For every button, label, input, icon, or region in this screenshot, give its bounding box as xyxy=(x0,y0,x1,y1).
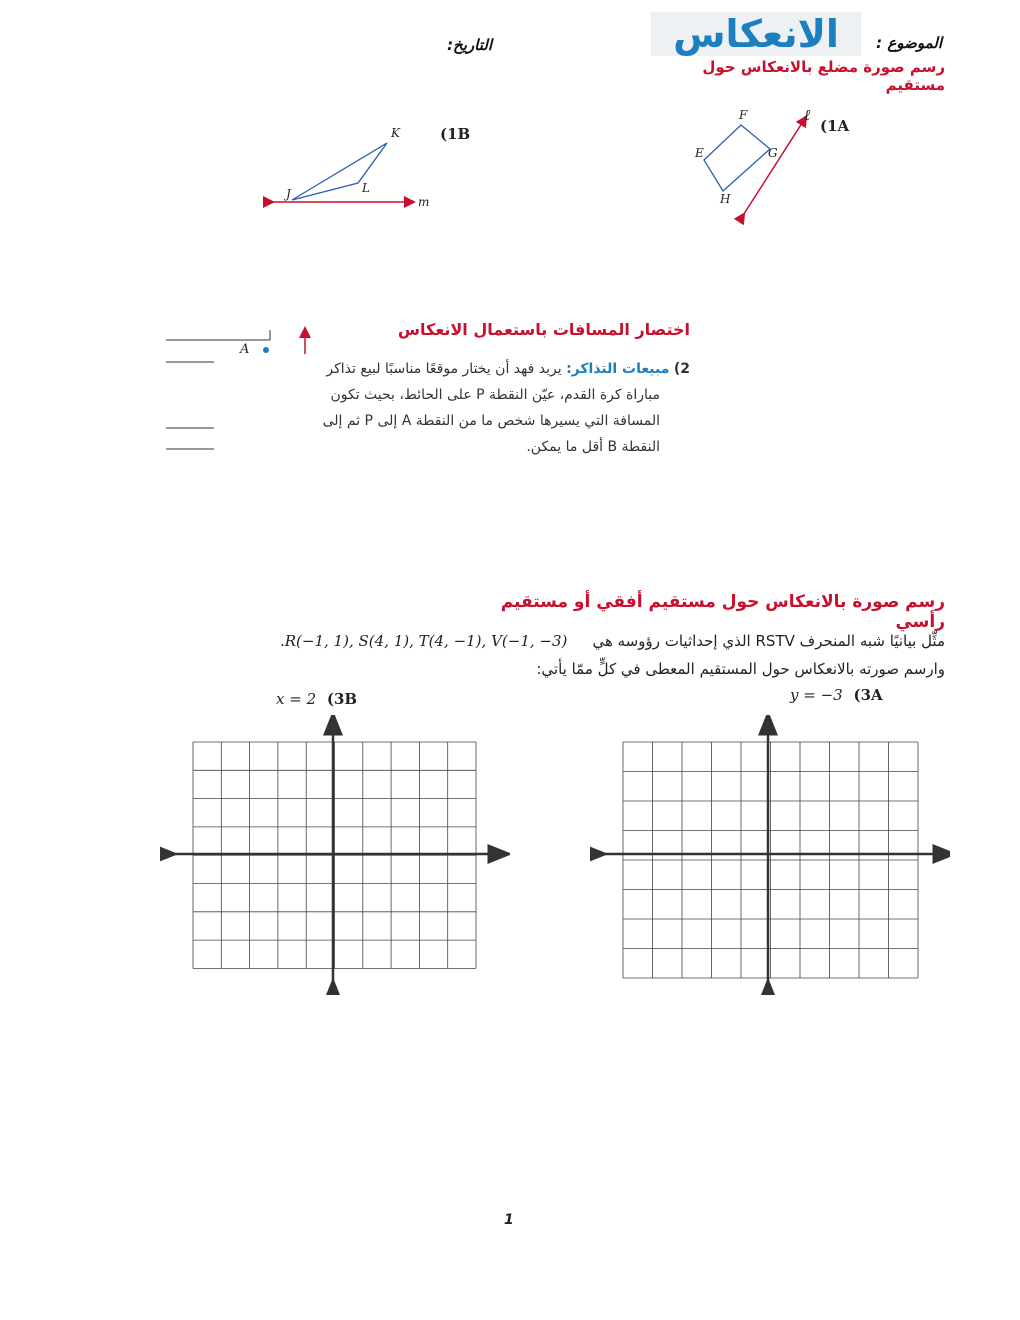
vertex-f: F xyxy=(739,108,748,122)
equation-3b: x = 2 xyxy=(276,690,317,708)
vertex-l: L xyxy=(362,181,370,195)
problem-text-3: المسافة التي يسيرها شخص ما من النقطة A إلى P ثم إلى xyxy=(322,413,660,429)
subtitle: رسم صورة مضلع بالانعكاس حول مستقيم xyxy=(702,58,945,94)
part-3b xyxy=(276,690,357,708)
vertex-j: J xyxy=(286,187,291,201)
date-label: التاريخ: xyxy=(447,36,492,54)
subject-label: الموضوع : xyxy=(876,34,942,52)
vertex-coords: .R(−1, 1), S(4, 1), T(4, −1), V(−1, −3) xyxy=(280,632,568,650)
page-number: 1 xyxy=(504,1212,514,1228)
problem-number: 2) xyxy=(673,361,690,377)
vertex-h: H xyxy=(720,192,731,206)
ex1b-label: (1B xyxy=(440,125,471,143)
ex1a-label: (1A xyxy=(820,117,850,135)
reflect-title: رسم صورة بالانعكاس حول مستقيم أفقي أو مستقيم رأسي xyxy=(500,592,945,632)
triangle-jkl xyxy=(292,143,387,200)
line-m-label: m xyxy=(418,195,430,209)
quadrilateral-efgh xyxy=(704,125,770,191)
shortcut-title: اختصار المسافات باستعمال الانعكاس xyxy=(397,320,690,339)
problem-2-line1 xyxy=(225,356,690,382)
problem-text-4: النقطة B أقل ما يمكن. xyxy=(526,439,660,455)
reflection-line-l xyxy=(742,120,804,217)
vertex-e: E xyxy=(695,146,704,160)
subject-title: الانعكاس xyxy=(651,12,861,56)
grid-3b[interactable] xyxy=(160,715,510,995)
reflect-line1-text: مثِّل بيانيًا شبه المنحرف RSTV الذي إحداثيات رؤوسه هي xyxy=(592,632,945,650)
line-l-label: ℓ xyxy=(804,106,811,124)
problem-text-2: مباراة كرة القدم، عيّن النقطة P على الحائط، بحيث تكون xyxy=(330,387,660,403)
problem-text-1: يريد فهد أن يختار موقعًا مناسبًا لبيع تذاكر xyxy=(326,361,562,377)
reflect-line1 xyxy=(280,632,945,650)
vertex-k: K xyxy=(391,126,400,140)
part-3a xyxy=(790,686,883,704)
problem-2 xyxy=(225,356,690,460)
grid-3a[interactable] xyxy=(590,715,950,995)
figure-1a xyxy=(680,100,820,225)
equation-3a: y = −3 xyxy=(790,686,843,704)
vertex-g: G xyxy=(768,146,778,160)
problem-keyword: مبيعات التذاكر: xyxy=(566,361,670,377)
label-3a: (3A xyxy=(853,686,883,704)
point-a-label: A xyxy=(240,342,250,357)
label-3b: (3B xyxy=(326,690,358,708)
reflect-line2: وارسم صورته بالانعكاس حول المستقيم المعطى في كلٍّ ممّا يأتي: xyxy=(536,660,945,678)
point-a-dot xyxy=(263,347,269,353)
